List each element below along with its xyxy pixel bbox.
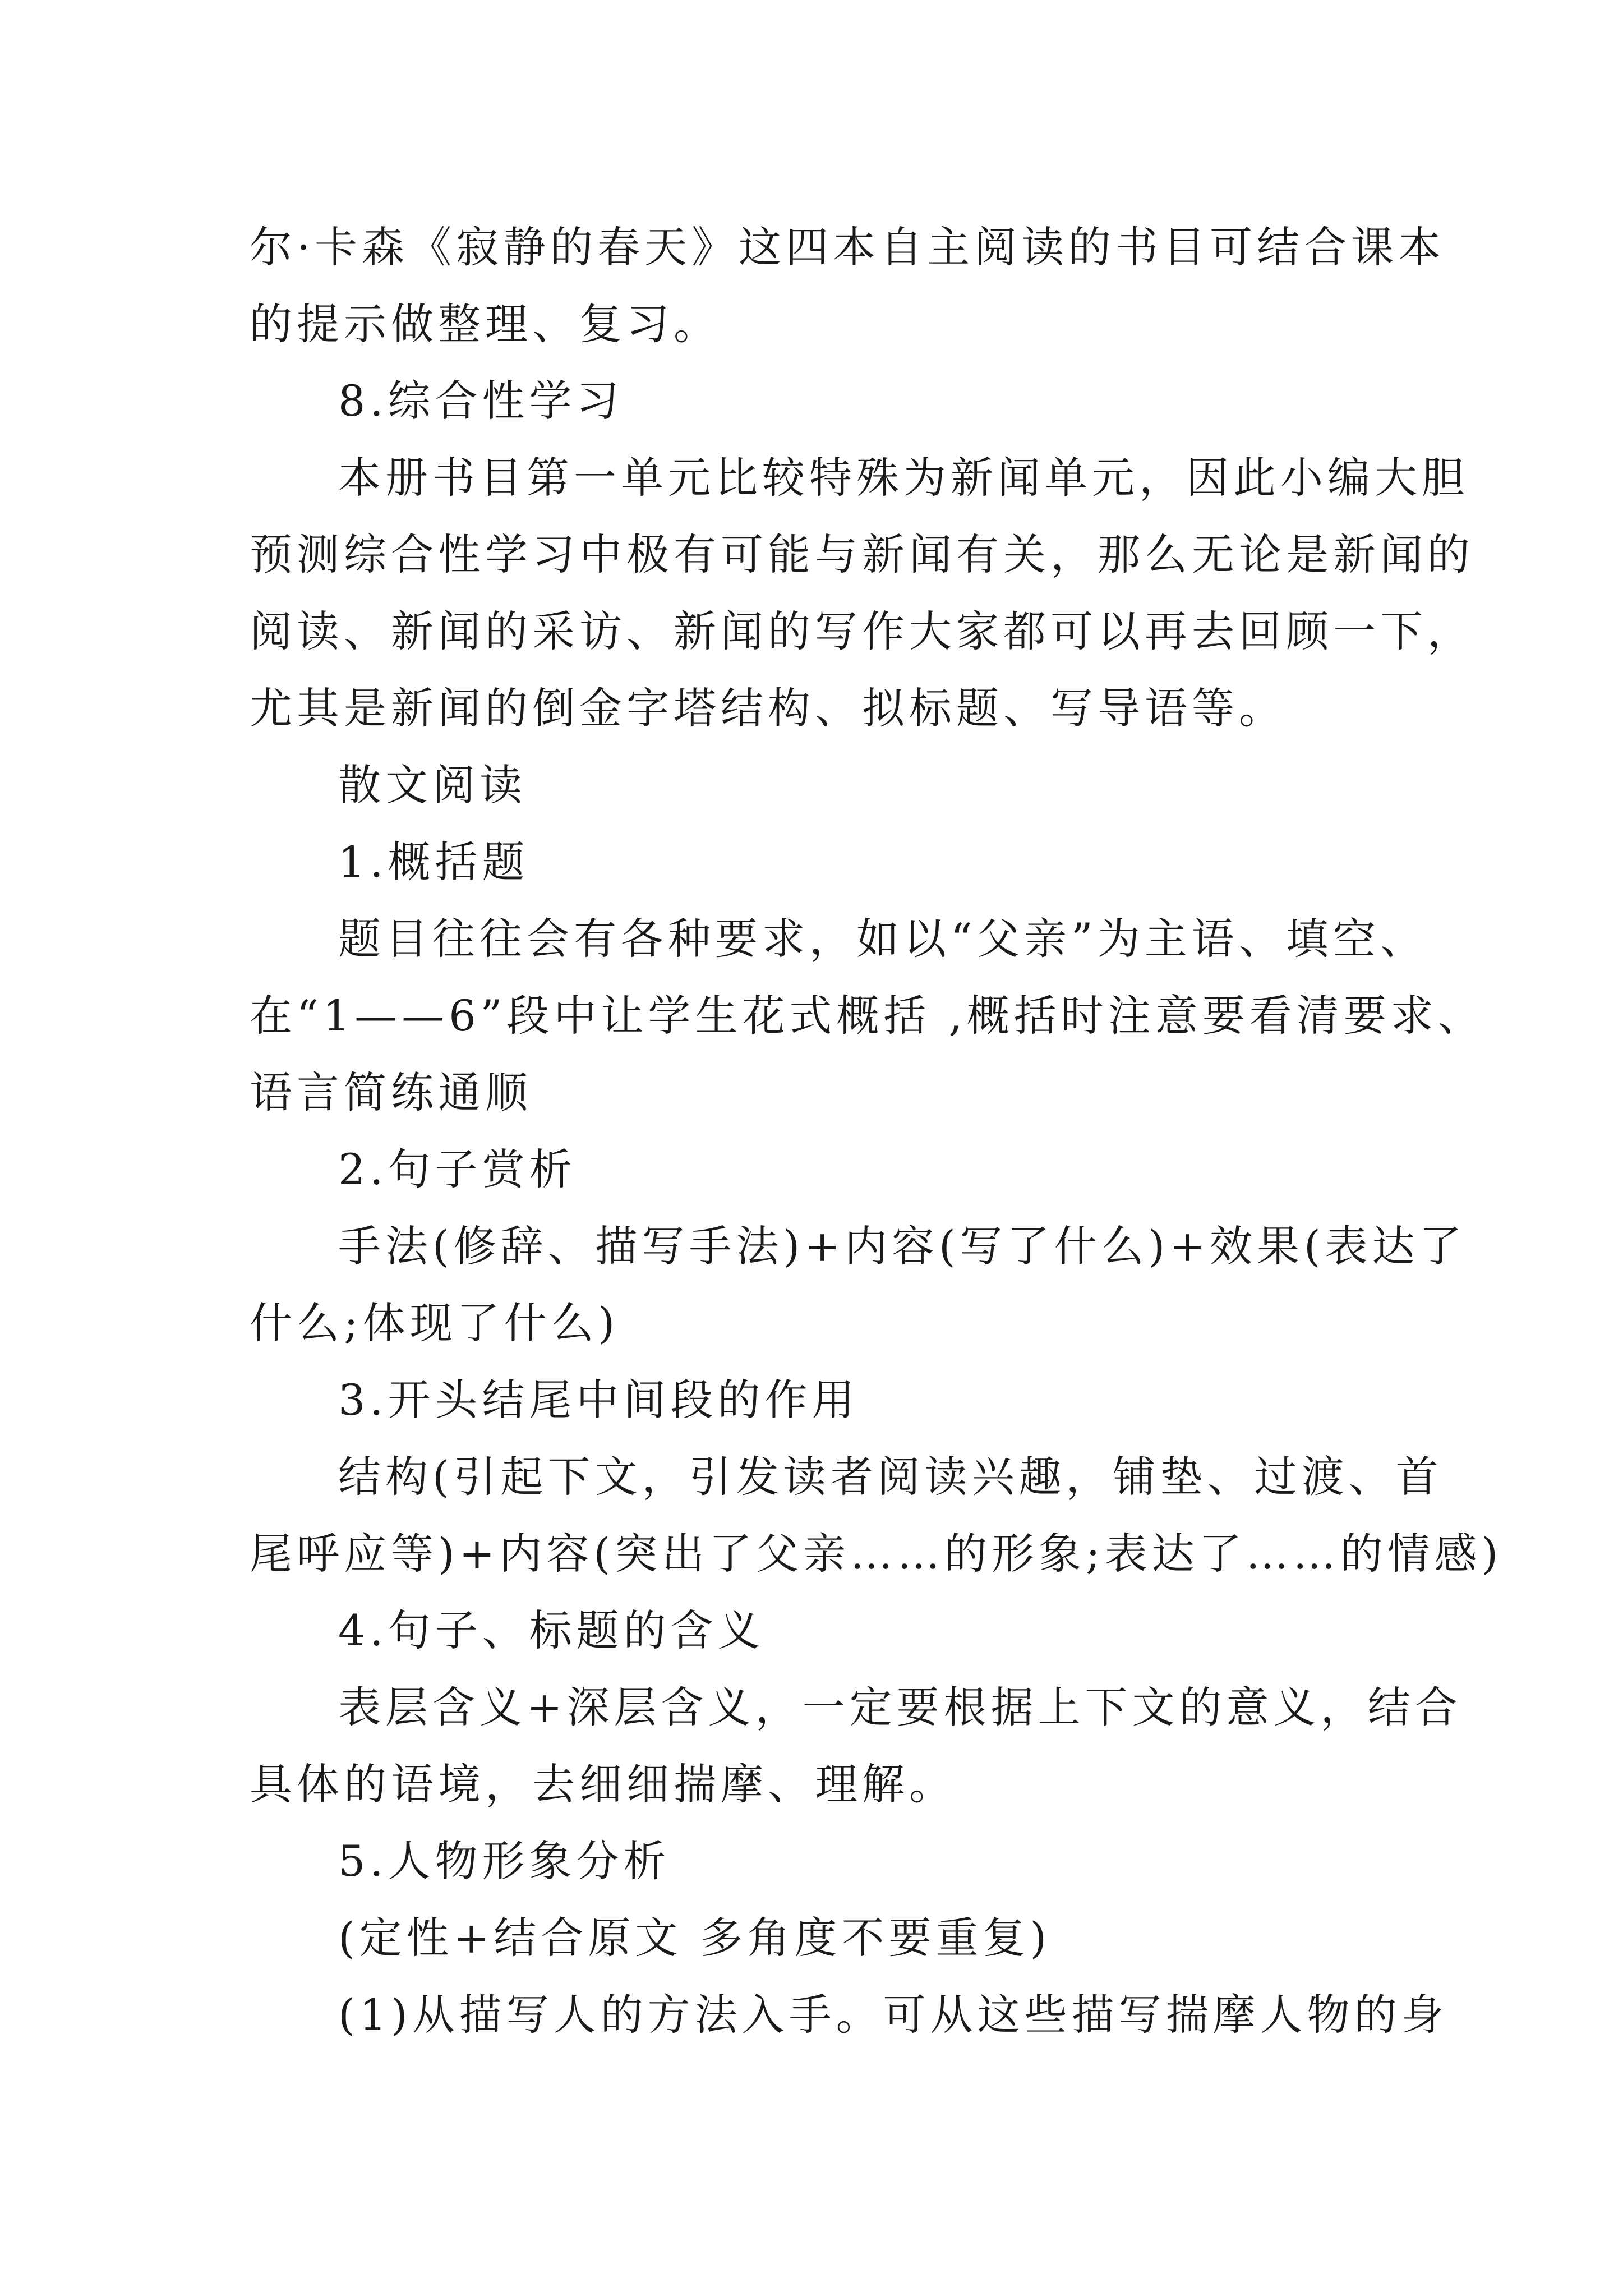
text-line: 结构(引起下文，引发读者阅读兴趣，铺垫、过渡、首 xyxy=(338,1452,1443,1502)
text-line: 题目往往会有各种要求，如以“父亲”为主语、填空、 xyxy=(338,914,1427,964)
section-heading: 1.概括题 xyxy=(338,837,529,887)
text-line: (1)从描写人的方法入手。可从这些描写揣摩人物的身 xyxy=(338,1990,1449,2040)
section-heading: 5.人物形象分析 xyxy=(338,1836,671,1886)
text-line: 什么;体现了什么) xyxy=(250,1298,620,1348)
section-heading: 2.句子赏析 xyxy=(338,1144,577,1194)
section-heading: 3.开头结尾中间段的作用 xyxy=(338,1375,859,1425)
text-line: 本册书目第一单元比较特殊为新闻单元，因此小编大胆 xyxy=(338,453,1469,503)
section-heading: 8.综合性学习 xyxy=(338,376,624,426)
document-body xyxy=(250,209,1503,2053)
text-line: 手法(修辞、描写手法)+内容(写了什么)+效果(表达了 xyxy=(338,1221,1467,1271)
section-heading: 散文阅读 xyxy=(338,760,527,810)
text-line: 的提示做整理、复习。 xyxy=(250,299,721,349)
text-line: 尔·卡森《寂静的春天》这四本自主阅读的书目可结合课本 xyxy=(250,222,1446,272)
text-line: 在“1——6”段中让学生花式概括 ,概括时注意要看清要求、 xyxy=(250,991,1485,1041)
text-line: 尤其是新闻的倒金字塔结构、拟标题、写导语等。 xyxy=(250,683,1286,733)
text-line: 表层含义+深层含义，一定要根据上下文的意义，结合 xyxy=(338,1682,1462,1732)
text-line: (定性+结合原文 多角度不要重复) xyxy=(338,1913,1052,1963)
text-line: 阅读、新闻的采访、新闻的写作大家都可以再去回顾一下， xyxy=(250,606,1474,656)
section-heading: 4.句子、标题的含义 xyxy=(338,1605,765,1655)
text-line: 尾呼应等)+内容(突出了父亲……的形象;表达了……的情感) xyxy=(250,1529,1503,1579)
text-line: 预测综合性学习中极有可能与新闻有关，那么无论是新闻的 xyxy=(250,530,1474,579)
text-line: 具体的语境，去细细揣摩、理解。 xyxy=(250,1759,956,1809)
text-line: 语言简练通顺 xyxy=(250,1068,532,1117)
